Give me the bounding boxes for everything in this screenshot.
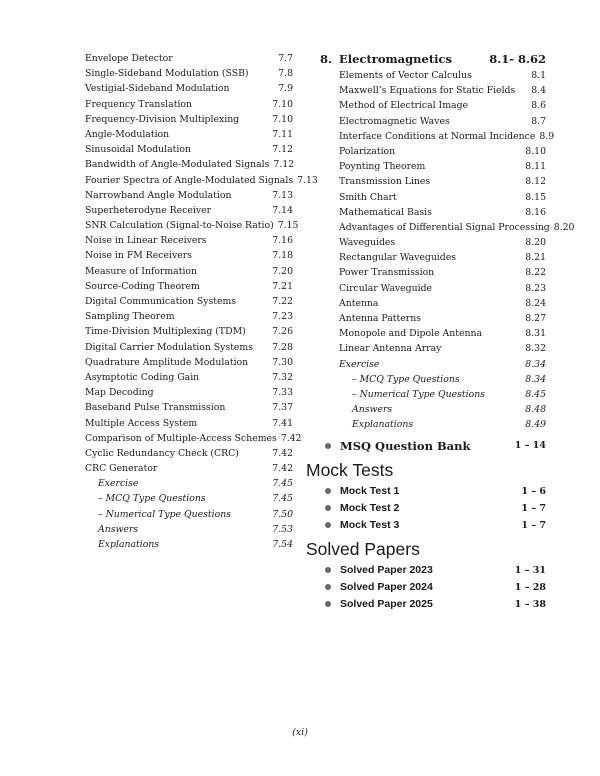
mock-test-pages: 1 – 7 — [521, 502, 546, 514]
entry-title: Digital Communication Systems — [85, 296, 237, 307]
entry-page: 7.22 — [272, 296, 293, 307]
entry-page: 7.28 — [272, 341, 293, 353]
entry-title: Monopole and Dipole Antenna — [339, 328, 482, 340]
toc-entry[interactable] — [85, 248, 293, 263]
toc-entry[interactable] — [85, 233, 293, 248]
entry-page: 8.16 — [525, 206, 546, 218]
entry-title: SNR Calculation (Signal-to-Noise Ratio) — [85, 220, 274, 232]
entry-title: Sampling Theorem — [85, 311, 175, 323]
toc-entry[interactable] — [85, 446, 293, 461]
entry-title: – MCQ Type Questions — [98, 493, 206, 505]
entry-page: 8.12 — [525, 176, 546, 188]
solved-paper-pages: 1 – 28 — [514, 581, 546, 593]
entry-page: 8.34 — [525, 373, 546, 385]
entry-title: Sinusoidal Modulation — [85, 144, 191, 156]
toc-entry[interactable] — [85, 127, 293, 142]
toc-entry[interactable] — [85, 324, 293, 339]
toc-entry[interactable] — [85, 309, 293, 324]
entry-title: Noise in FM Receivers — [85, 250, 192, 262]
entry-page: 7.12 — [272, 144, 293, 156]
entry-title: Measure of Information — [85, 265, 198, 277]
toc-entry[interactable] — [339, 326, 546, 341]
entry-title: – MCQ Type Questions — [352, 373, 460, 385]
bullet-icon — [325, 522, 331, 528]
entry-title: Bandwidth of Angle-Modulated Signals — [85, 159, 270, 171]
entry-title: Circular Waveguide — [339, 282, 433, 294]
mock-test-title: Mock Test 1 — [340, 485, 400, 497]
entry-title: Frequency Translation — [85, 98, 192, 110]
entry-title: Transmission Lines — [339, 176, 431, 188]
chapter-pages: 8.1- 8.62 — [489, 52, 546, 66]
entry-page: 7.23 — [272, 311, 293, 323]
entry-page: 8.20 — [525, 237, 546, 249]
toc-entry[interactable] — [339, 311, 546, 326]
solved-paper-entry[interactable] — [320, 579, 546, 596]
entry-page: 7.10 — [272, 113, 293, 125]
entry-title: Baseband Pulse Transmission — [85, 402, 226, 414]
toc-entry[interactable] — [339, 387, 546, 402]
toc-entry[interactable] — [339, 402, 546, 417]
entry-page: 7.42 — [272, 447, 293, 459]
toc-entry[interactable] — [85, 476, 293, 491]
chapter-number: 8. — [320, 52, 333, 66]
toc-entry[interactable] — [339, 159, 546, 174]
entry-title: Single-Sideband Modulation (SSB) — [85, 68, 249, 80]
entry-page: 7.15 — [277, 220, 299, 232]
entry-title: Map Decoding — [85, 387, 154, 399]
toc-entry[interactable] — [339, 174, 546, 189]
toc-entry[interactable] — [85, 203, 293, 218]
entry-title: Poynting Theorem — [339, 161, 426, 173]
entry-page: 7.42 — [280, 432, 302, 444]
entry-title: Antenna Patterns — [339, 313, 421, 324]
toc-entry[interactable] — [339, 129, 555, 144]
toc-entry[interactable] — [339, 417, 546, 432]
entry-title: Advantages of Differential Signal Processing — [339, 221, 550, 233]
solved-paper-title: Solved Paper 2025 — [340, 598, 433, 610]
entry-title: Exercise — [339, 358, 380, 370]
entry-page: 7.13 — [297, 174, 318, 186]
chapter-entries — [320, 68, 575, 433]
toc-entry[interactable] — [85, 416, 293, 431]
entry-page: 7.37 — [272, 402, 293, 414]
toc-entry[interactable] — [339, 98, 546, 113]
toc-entry[interactable] — [339, 281, 546, 296]
solved-paper-title: Solved Paper 2023 — [340, 564, 433, 576]
toc-entry[interactable] — [85, 294, 293, 309]
entry-page: 7.16 — [272, 235, 293, 247]
entry-title: Explanations — [98, 539, 160, 550]
entry-page: 7.50 — [272, 508, 293, 520]
bullet-icon — [325, 567, 331, 573]
page-number: (xi) — [292, 727, 308, 738]
bullet-icon — [325, 443, 331, 449]
entry-page: 7.26 — [272, 326, 293, 338]
entry-page: 7.42 — [272, 463, 293, 475]
toc-entry[interactable] — [339, 114, 546, 129]
entry-page: 8.48 — [525, 404, 546, 416]
solved-paper-pages: 1 – 31 — [514, 564, 546, 576]
toc-entry[interactable] — [85, 97, 293, 112]
entry-page: 7.53 — [272, 523, 293, 535]
toc-entry[interactable] — [85, 355, 293, 370]
entry-title: CRC Generator — [85, 463, 158, 475]
entry-title: Frequency-Division Multiplexing — [85, 113, 240, 125]
entry-title: Answers — [98, 523, 139, 535]
entry-title: Maxwell’s Equations for Static Fields — [339, 85, 516, 97]
mock-test-title: Mock Test 3 — [340, 519, 400, 531]
toc-entry[interactable] — [85, 522, 293, 537]
entry-page: 7.11 — [272, 128, 293, 140]
entry-page: 7.45 — [272, 493, 293, 505]
entry-title: Time-Division Multiplexing (TDM) — [85, 326, 246, 338]
entry-title: Rectangular Waveguides — [339, 252, 457, 264]
toc-entry[interactable] — [85, 279, 293, 294]
toc-entry[interactable] — [339, 235, 546, 250]
solved-paper-entry[interactable] — [320, 562, 546, 579]
toc-entry[interactable] — [85, 370, 293, 385]
entry-page: 8.23 — [525, 282, 546, 294]
entry-page: 7.8 — [278, 68, 293, 80]
entry-title: – Numerical Type Questions — [352, 388, 485, 400]
entry-page: 7.13 — [272, 189, 293, 201]
toc-entry[interactable] — [339, 83, 546, 98]
toc-entry[interactable] — [85, 507, 293, 522]
bullet-icon — [325, 584, 331, 590]
entry-title: Electromagnetic Waves — [339, 115, 450, 127]
toc-entry[interactable] — [85, 173, 318, 188]
mock-test-entry[interactable] — [320, 483, 546, 500]
mock-test-entry[interactable] — [320, 517, 546, 534]
mock-test-entry[interactable] — [320, 500, 546, 517]
entry-page: 7.21 — [272, 280, 293, 292]
solved-paper-entry[interactable] — [320, 596, 546, 613]
mock-test-pages: 1 – 7 — [521, 519, 546, 531]
entry-page: 7.54 — [272, 539, 293, 550]
toc-entry[interactable] — [339, 341, 546, 356]
toc-entry[interactable] — [339, 144, 546, 159]
bullet-icon — [325, 505, 331, 511]
entry-title: Quadrature Amplitude Modulation — [85, 356, 249, 368]
entry-title: Source-Coding Theorem — [85, 280, 200, 292]
entry-page: 8.34 — [525, 358, 546, 370]
toc-entry[interactable] — [85, 142, 293, 157]
entry-title: Waveguides — [339, 237, 396, 249]
entry-title: Mathematical Basis — [339, 206, 432, 218]
toc-entry[interactable] — [85, 537, 293, 552]
entry-title: Method of Electrical Image — [339, 100, 469, 112]
toc-entry[interactable] — [339, 357, 546, 372]
entry-page: 8.24 — [525, 297, 546, 309]
toc-entry[interactable] — [85, 340, 293, 355]
entry-title: Smith Chart — [339, 191, 397, 203]
toc-entry[interactable] — [339, 265, 546, 280]
toc-entry[interactable] — [339, 296, 546, 311]
msq-pages: 1 – 14 — [514, 440, 546, 451]
entry-title: Cyclic Redundancy Check (CRC) — [85, 447, 239, 459]
chapter-title: Electromagnetics — [339, 52, 452, 66]
entry-title: Exercise — [98, 478, 139, 490]
toc-entry[interactable] — [85, 461, 293, 476]
entry-page: 8.49 — [525, 419, 546, 431]
entry-page: 7.32 — [272, 371, 293, 383]
entry-title: Asymptotic Coding Gain — [85, 371, 200, 383]
toc-left-column — [85, 51, 318, 552]
entry-title: Digital Carrier Modulation Systems — [85, 341, 254, 353]
entry-page: 8.20 — [553, 221, 575, 233]
entry-page: 8.22 — [525, 267, 546, 279]
entry-page: 7.33 — [272, 387, 293, 399]
toc-entry[interactable] — [85, 112, 293, 127]
entry-page: 7.14 — [272, 204, 293, 216]
entry-title: Angle-Modulation — [85, 128, 170, 140]
bullet-icon — [325, 601, 331, 607]
entry-title: Vestigial-Sideband Modulation — [85, 83, 230, 95]
entry-page: 8.45 — [525, 388, 546, 400]
msq-title: MSQ Question Bank — [340, 438, 471, 453]
bullet-icon — [325, 488, 331, 494]
mock-test-title: Mock Test 2 — [340, 502, 400, 514]
entry-page: 7.18 — [272, 250, 293, 262]
toc-entry[interactable] — [85, 66, 293, 81]
toc-entry[interactable] — [339, 250, 546, 265]
toc-entry[interactable] — [85, 51, 293, 66]
mock-tests-heading: Mock Tests — [306, 459, 394, 480]
entry-page: 7.45 — [272, 478, 293, 490]
entry-title: Power Transmission — [339, 267, 435, 279]
entry-page: 8.4 — [531, 85, 546, 97]
entry-page: 8.32 — [525, 343, 546, 355]
entry-page: 8.9 — [539, 130, 555, 142]
entry-page: 7.41 — [272, 417, 293, 429]
toc-entry[interactable] — [85, 491, 293, 506]
entry-title: Comparison of Multiple-Access Schemes — [85, 432, 277, 444]
entry-page: 7.12 — [273, 159, 295, 171]
toc-entry[interactable] — [85, 385, 293, 400]
entry-title: – Numerical Type Questions — [98, 508, 231, 520]
entry-page: 7.30 — [272, 356, 293, 368]
toc-entry[interactable] — [339, 68, 546, 83]
toc-entry[interactable] — [339, 190, 546, 205]
toc-entry[interactable] — [85, 188, 293, 203]
solved-papers-list — [320, 562, 546, 613]
entry-page: 7.10 — [272, 98, 293, 110]
solved-paper-title: Solved Paper 2024 — [340, 581, 433, 593]
entry-title: Explanations — [352, 419, 414, 431]
entry-page: 8.15 — [525, 191, 546, 203]
toc-entry[interactable] — [339, 372, 546, 387]
entry-page: 8.31 — [525, 328, 546, 340]
entry-title: Polarization — [339, 145, 396, 157]
toc-entry[interactable] — [85, 218, 299, 233]
toc-entry[interactable] — [85, 264, 293, 279]
entry-page: 8.11 — [525, 161, 546, 173]
entry-page: 8.7 — [531, 115, 546, 127]
toc-entry[interactable] — [85, 431, 302, 446]
chapter-heading[interactable] — [320, 51, 546, 67]
entry-title: Fourier Spectra of Angle-Modulated Signals — [85, 174, 294, 186]
msq-question-bank-entry[interactable] — [320, 437, 546, 455]
entry-page: 7.20 — [272, 265, 293, 277]
mock-tests-list — [320, 483, 546, 534]
entry-title: Multiple Access System — [85, 417, 198, 429]
entry-page: 8.27 — [525, 313, 546, 324]
toc-entry[interactable] — [85, 400, 293, 415]
entry-title: Narrowband Angle Modulation — [85, 189, 232, 201]
toc-entry[interactable] — [85, 157, 293, 172]
toc-entry[interactable] — [339, 220, 575, 235]
toc-entry[interactable] — [85, 81, 293, 96]
mock-test-pages: 1 – 6 — [521, 485, 546, 497]
entry-title: Linear Antenna Array — [339, 343, 442, 355]
entry-page: 8.21 — [525, 252, 546, 264]
entry-title: Noise in Linear Receivers — [85, 235, 207, 247]
entry-title: Interface Conditions at Normal Incidence — [339, 130, 536, 142]
entry-page: 8.6 — [531, 100, 546, 112]
entry-title: Antenna — [339, 297, 379, 309]
solved-papers-heading: Solved Papers — [306, 538, 420, 559]
entry-title: Superheterodyne Receiver — [85, 204, 212, 216]
toc-entry[interactable] — [339, 205, 546, 220]
entry-page: 8.10 — [525, 145, 546, 157]
entry-title: Answers — [352, 404, 393, 416]
entry-page: 7.7 — [278, 53, 293, 64]
entry-page: 8.1 — [531, 70, 546, 81]
entry-title: Elements of Vector Calculus — [339, 70, 472, 81]
entry-page: 7.9 — [278, 83, 293, 95]
solved-paper-pages: 1 – 38 — [514, 598, 546, 610]
entry-title: Envelope Detector — [85, 53, 173, 64]
